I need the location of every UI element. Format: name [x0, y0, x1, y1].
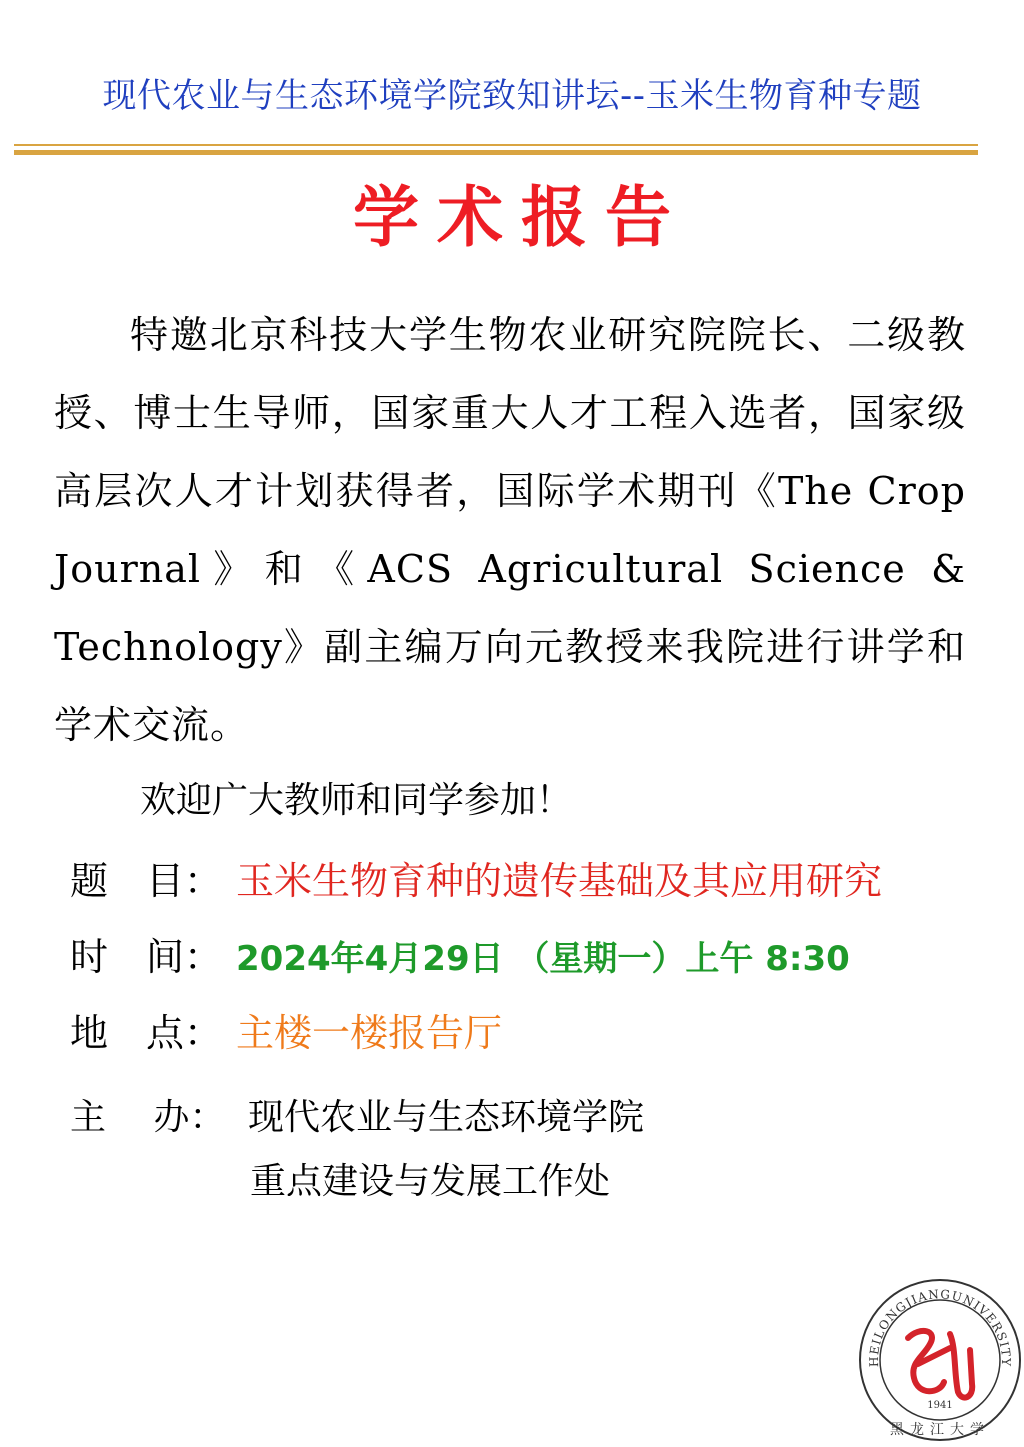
organizer-line-1: [70, 1086, 644, 1150]
topic-value: 玉米生物育种的遗传基础及其应用研究: [236, 859, 883, 903]
topic-row: [70, 846, 882, 916]
divider-thin-line: [14, 144, 978, 146]
paragraph-text: 特邀北京科技大学生物农业研究院院长、二级教授、博士生导师，国家重大人才工程入选者，国家级高层次人才计划获得者，国际学术期刊《The Crop Journal》和《ACS Agricultural Science & Technology》副主编万向元教授来我院进行讲学和学术交流。: [54, 313, 966, 747]
time-value: 2024年4月29日 （星期一）上午 8:30: [236, 939, 850, 979]
topic-label: 题 目：: [70, 859, 223, 903]
place-row: [70, 998, 502, 1068]
logo-year: 1941: [927, 1400, 953, 1411]
university-logo: [858, 1278, 1022, 1442]
forum-title: 现代农业与生态环境学院致知讲坛--玉米生物育种专题: [102, 76, 922, 116]
time-label: 时 间：: [70, 935, 223, 979]
organizer-name-2: 重点建设与发展工作处: [250, 1161, 611, 1202]
place-label: 地 点：: [70, 1011, 223, 1055]
invitation-paragraph: [54, 296, 966, 764]
organizer-line-2: [70, 1150, 644, 1214]
place-value: 主楼一楼报告厅: [236, 1011, 503, 1055]
header-divider: [14, 144, 978, 156]
welcome-text: 欢迎广大教师和同学参加！: [140, 780, 573, 821]
time-row: [70, 922, 850, 994]
organizer-block: [70, 1086, 644, 1214]
main-title: 学术报告: [353, 179, 689, 256]
divider-thick-line: [14, 150, 978, 155]
organizer-name-1: 现代农业与生态环境学院: [248, 1097, 645, 1138]
organizer-label: 主 办：: [70, 1097, 226, 1138]
logo-calligraphy-mark: [908, 1331, 972, 1398]
logo-chinese-name: 黑龙江大学: [890, 1422, 990, 1438]
logo-outer-ring: [860, 1280, 1020, 1440]
logo-ring-text: HEILONGJIANGUNIVERSITY: [866, 1287, 1014, 1368]
